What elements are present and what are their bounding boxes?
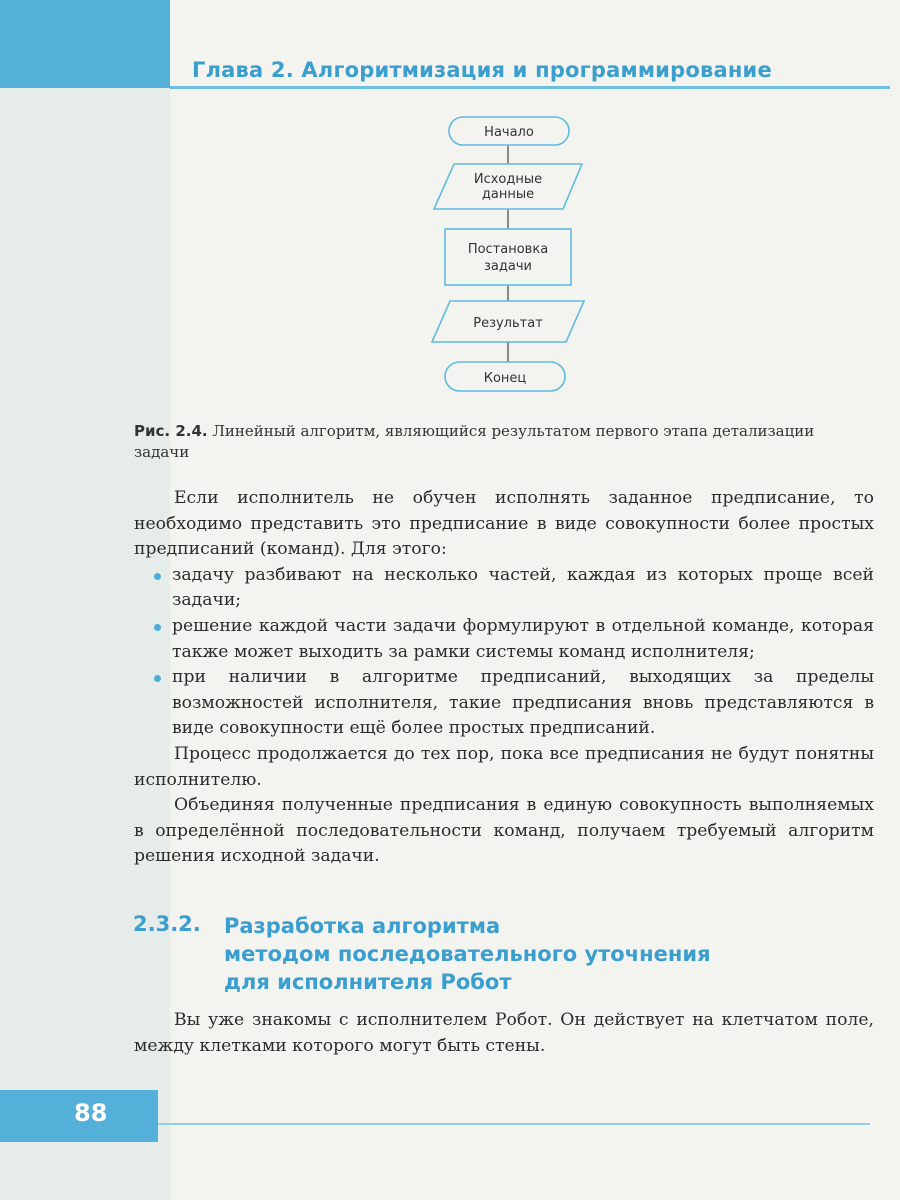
page-number: 88 — [74, 1099, 108, 1127]
bullet-item: решение каждой части задачи формулируют в отдельной команде, которая также может выходить за рамки системы команд исполнителя; — [172, 614, 874, 665]
figure-caption-text: Линейный алгоритм, являющийся результатом первого этапа детализации задачи — [134, 422, 815, 461]
chapter-title: Глава 2. Алгоритмизация и программирование — [192, 58, 772, 82]
paragraph: Процесс продолжается до тех пор, пока все предписания не будут понятны исполнителю. — [134, 743, 874, 790]
paragraph: Объединяя полученные предписания в единую совокупность выполняемых в определённой последовательности команд, получаем требуемый алгоритм решения исходной задачи. — [134, 795, 874, 867]
paragraph: Вы уже знакомы с исполнителем Робот. Он действует на клетчатом поле, между клетками которого могут быть стены. — [134, 1010, 874, 1056]
bullet-list — [134, 563, 874, 742]
section-title — [224, 912, 711, 996]
header-color-band — [0, 0, 170, 88]
paragraph: Если исполнитель не обучен исполнять заданное предписание, то необходимо представить это предписание в виде совокупности более простых предписаний (команд). Для этого: — [134, 488, 874, 560]
flow-process-label: задачи — [484, 259, 532, 274]
section-title-line: для исполнителя Робот — [224, 970, 512, 994]
flow-process-label: Постановка — [467, 242, 549, 257]
section-title-line: методом последовательного уточнения — [224, 942, 711, 966]
section-number: 2.3.2. — [133, 912, 201, 936]
flowchart — [420, 112, 590, 402]
flow-output-label: Результат — [473, 316, 543, 331]
header-rule — [170, 86, 890, 89]
bullet-item: задачу разбивают на несколько частей, каждая из которых проще всей задачи; — [172, 563, 874, 614]
figure-label: Рис. 2.4. — [134, 422, 208, 440]
figure-caption — [134, 421, 874, 463]
flow-start-label: Начало — [484, 125, 534, 140]
flow-input-label: Исходные — [473, 172, 543, 187]
main-text — [134, 486, 874, 870]
flow-input-label: данные — [481, 187, 535, 202]
flow-process-rect — [445, 229, 571, 285]
section-title-line: Разработка алгоритма — [224, 914, 501, 938]
bullet-item: при наличии в алгоритме предписаний, выходящих за пределы возможностей исполнителя, такие предписания вновь представляются в виде совокупности ещё более простых предписаний. — [172, 665, 874, 742]
footer-rule — [158, 1123, 870, 1125]
section-text — [134, 1008, 874, 1059]
flow-end-label: Конец — [483, 371, 527, 386]
